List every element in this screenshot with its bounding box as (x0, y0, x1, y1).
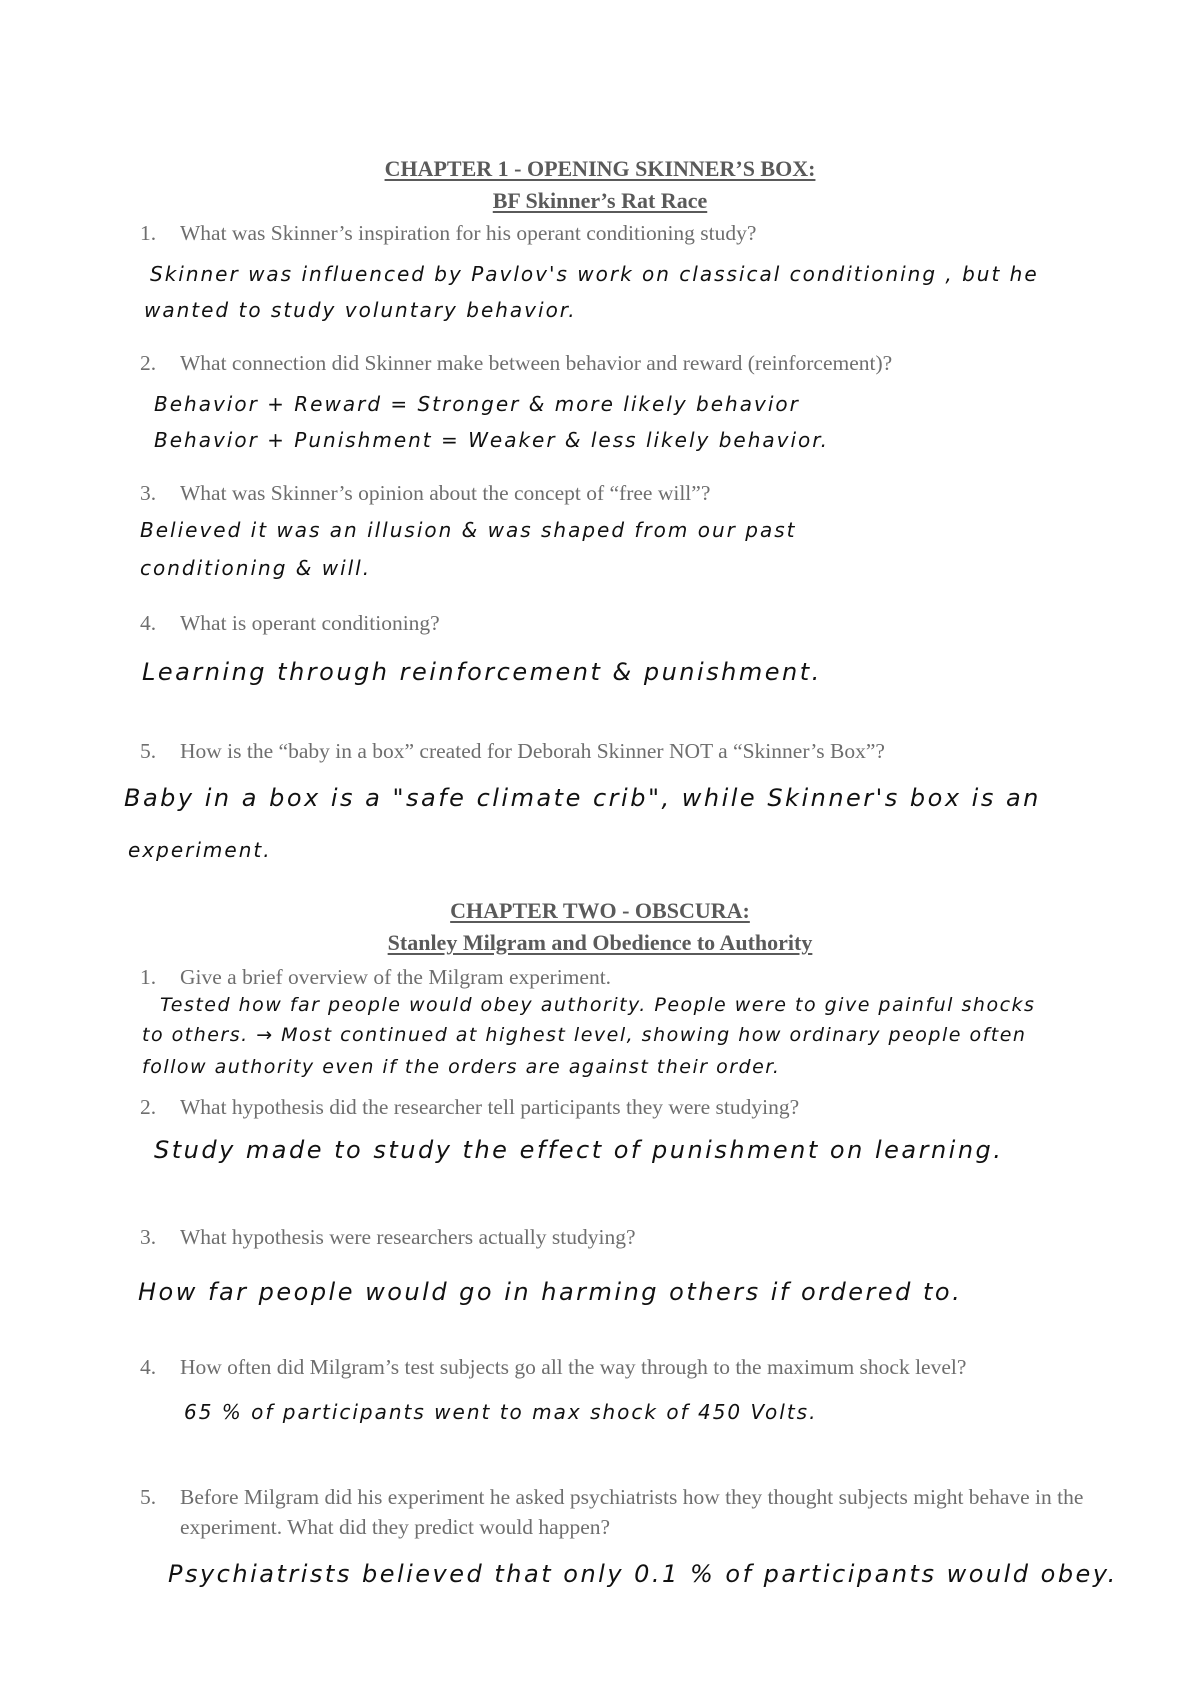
question-text: What is operant conditioning? (180, 611, 440, 635)
question-text: How is the “baby in a box” created for Deborah Skinner NOT a “Skinner’s Box”? (180, 739, 885, 763)
answer-line: to others. → Most continued at highest level, showing how ordinary people often (142, 1024, 1027, 1046)
answer-line: Skinner was influenced by Pavlov's work on classical conditioning , but he (150, 262, 1039, 286)
question-number: 3. (140, 1225, 157, 1249)
question-text: What hypothesis were researchers actually studying? (180, 1225, 636, 1249)
answer-line: Behavior + Punishment = Weaker & less likely behavior. (154, 428, 829, 452)
chapter1-title: CHAPTER 1 - OPENING SKINNER’S BOX: (384, 156, 816, 181)
question-number: 2. (140, 351, 157, 375)
answer-line: Believed it was an illusion & was shaped from our past (140, 518, 797, 542)
answer-line: 65 % of participants went to max shock of 450 Volts. (184, 1400, 818, 1424)
chapter2-title: CHAPTER TWO - OBSCURA: (450, 898, 750, 923)
question-text: What connection did Skinner make between behavior and reward (reinforcement)? (180, 351, 893, 375)
question-number: 5. (140, 739, 157, 763)
answer-line: conditioning & will. (140, 556, 372, 580)
question-number: 1. (140, 965, 157, 989)
answer-line: Psychiatrists believed that only 0.1 % of participants would obey. (168, 1560, 1118, 1588)
question-text: What hypothesis did the researcher tell participants they were studying? (180, 1095, 800, 1119)
answer-line: How far people would go in harming others if ordered to. (138, 1278, 963, 1306)
question-number: 4. (140, 1355, 157, 1379)
answer-line: Baby in a box is a "safe climate crib", while Skinner's box is an (124, 784, 1041, 812)
chapter1-subtitle: BF Skinner’s Rat Race (492, 188, 708, 213)
answer-line: Study made to study the effect of punishment on learning. (154, 1136, 1004, 1164)
question-text: What was Skinner’s inspiration for his operant conditioning study? (180, 221, 757, 245)
answer-line: Behavior + Reward = Stronger & more likely behavior (154, 392, 800, 416)
answer-line: follow authority even if the orders are against their order. (142, 1056, 781, 1078)
answer-line: Learning through reinforcement & punishment. (142, 658, 822, 686)
question-text: Before Milgram did his experiment he asked psychiatrists how they thought subjects might behave in the experiment. What did they predict would happen? (180, 1485, 1084, 1539)
answer-line: wanted to study voluntary behavior. (144, 298, 577, 322)
answer-line: experiment. (128, 838, 272, 862)
question-number: 5. (140, 1485, 157, 1509)
answer-line: Tested how far people would obey authority. People were to give painful shocks (160, 994, 1036, 1016)
question-number: 2. (140, 1095, 157, 1119)
question-number: 4. (140, 611, 157, 635)
question-number: 3. (140, 481, 157, 505)
question-text: What was Skinner’s opinion about the concept of “free will”? (180, 481, 711, 505)
question-text: How often did Milgram’s test subjects go all the way through to the maximum shock level? (180, 1355, 967, 1379)
chapter2-subtitle: Stanley Milgram and Obedience to Authority (387, 930, 813, 955)
question-text: Give a brief overview of the Milgram experiment. (180, 965, 612, 989)
question-number: 1. (140, 221, 157, 245)
